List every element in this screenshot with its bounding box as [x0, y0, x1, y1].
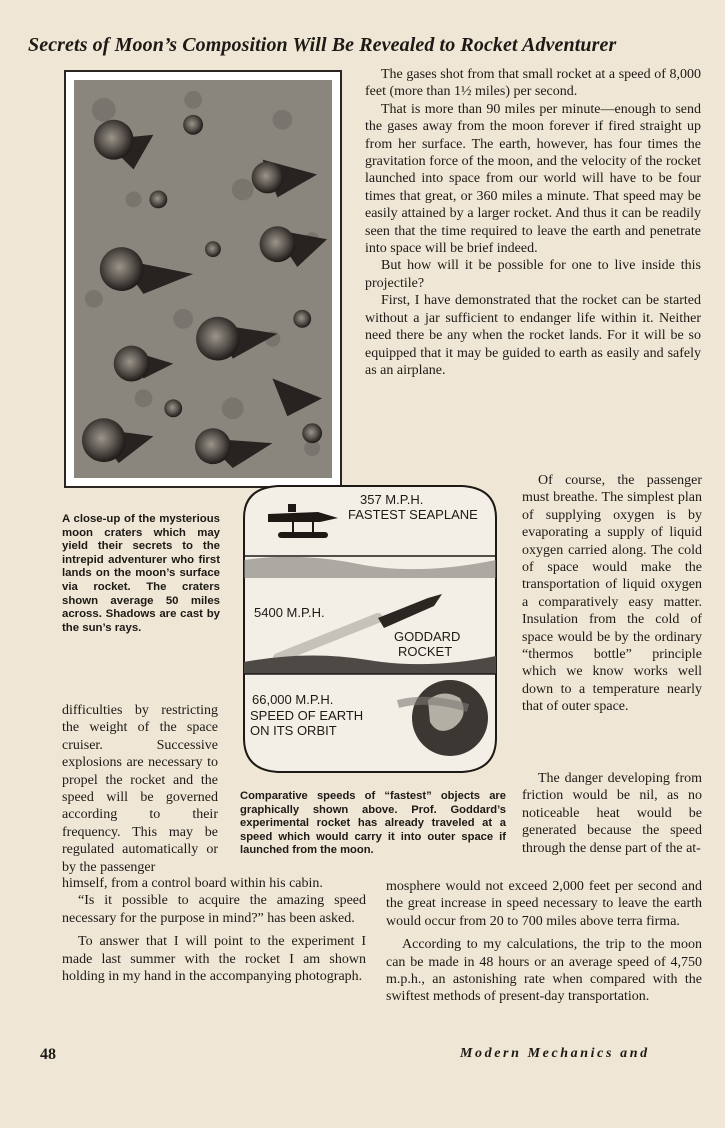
speed-comparison-diagram: [238, 478, 502, 778]
article-right-column-middle: [522, 472, 702, 716]
paragraph: But how will it be possible for one to live inside this projectile?: [365, 258, 701, 291]
paragraph: That is more than 90 miles per minute—enough to send the gases away from the moon forever if fired straight up from her surface. The earth, however, has four times the gravitation force of the moon, and the velocity of the rocket launched into space from our world will have to be four times that great, or 360 miles a minute. That speed may be easily attained by a larger rocket. And thus it can be readily seen that the time required to leave the earth and penetrate into space will be brief indeed.: [365, 101, 701, 257]
article-left-column: [62, 702, 218, 876]
diagram-caption: Comparative speeds of “fastest” objects are graphically shown above. Prof. Goddard’s experimental rocket has already traveled at a speed which would carry it into outer space if launched from the moon.: [240, 790, 506, 857]
paragraph: himself, from a control board within his cabin.: [62, 876, 323, 891]
paragraph: The gases shot from that small rocket at a speed of 8,000 feet (more than 1½ miles) per second.: [365, 67, 701, 100]
seaplane-speed-label: 357 M.P.H.: [360, 492, 424, 507]
earth-label-2: ON ITS ORBIT: [250, 723, 337, 738]
moon-craters-image: [74, 80, 332, 478]
paragraph: The danger developing from friction would be nil, as no noticeable heat would be generated because the speed through the dense part of the at-: [522, 771, 702, 856]
paragraph: First, I have demonstrated that the rocket can be started without a jar sufficient to endanger life within it. Neither need there be any when the rocket lands. For it will be so equipped that it may be guided to earth as easily and safely as an airplane.: [365, 293, 701, 378]
earth-speed-label: 66,000 M.P.H.: [252, 692, 334, 707]
article-right-column-top: [365, 66, 701, 379]
seaplane-label: FASTEST SEAPLANE: [348, 507, 478, 522]
earth-label-1: SPEED OF EARTH: [250, 708, 364, 723]
paragraph: Of course, the passenger must breathe. The simplest plan of supplying oxygen is by evaporating a supply of liquid oxygen carried along. The cold of space would make the transportation of liquid oxygen a comparatively easy matter. Insulation from the cold of space would be by the ordinary “thermos bottle” principle which we know works well down to a temperature nearly that of outer space.: [522, 473, 702, 715]
goddard-label-2: ROCKET: [398, 644, 453, 659]
goddard-label-1: GODDARD: [394, 629, 461, 644]
moon-craters-photo: [64, 70, 342, 488]
paragraph: difficulties by restricting the weight of the space cruiser. Successive explosions are necessary to propel the rocket and the speed will be governed according to their frequency. This may be regulated automatically or by the passenger: [62, 703, 218, 875]
rocket-speed-label: 5400 M.P.H.: [254, 605, 325, 620]
photo-caption: A close-up of the mysterious moon craters which may yield their secrets to the intrepid adventurer who first lands on the moon’s surface via rocket. The craters shown average 50 miles across. Shadows are cast by the sun’s rays.: [62, 513, 220, 634]
page-title: Secrets of Moon’s Composition Will Be Revealed to Rocket Adventurer: [28, 34, 617, 56]
paragraph: mosphere would not exceed 2,000 feet per second and the great increase in speed necessary to leave the earth would occur from 20 to 700 miles above terra firma.: [386, 879, 702, 929]
article-right-column-bottom: [386, 878, 702, 1006]
article-left-column-bottom: [62, 875, 366, 985]
page-number: 48: [40, 1046, 56, 1063]
magazine-name: Modern Mechanics and: [460, 1046, 650, 1061]
article-right-column-lower: [522, 770, 702, 857]
paragraph: “Is it possible to acquire the amazing speed necessary for the purpose in mind?” has been asked.: [62, 893, 366, 926]
paragraph: According to my calculations, the trip to the moon can be made in 48 hours or an average speed of 4,750 m.p.h., an astonishing rate when compared with the swiftest methods of present-day transportation.: [386, 937, 702, 1005]
paragraph: To answer that I will point to the experiment I made last summer with the rocket I am shown holding in my hand in the accompanying photograph.: [62, 934, 366, 985]
